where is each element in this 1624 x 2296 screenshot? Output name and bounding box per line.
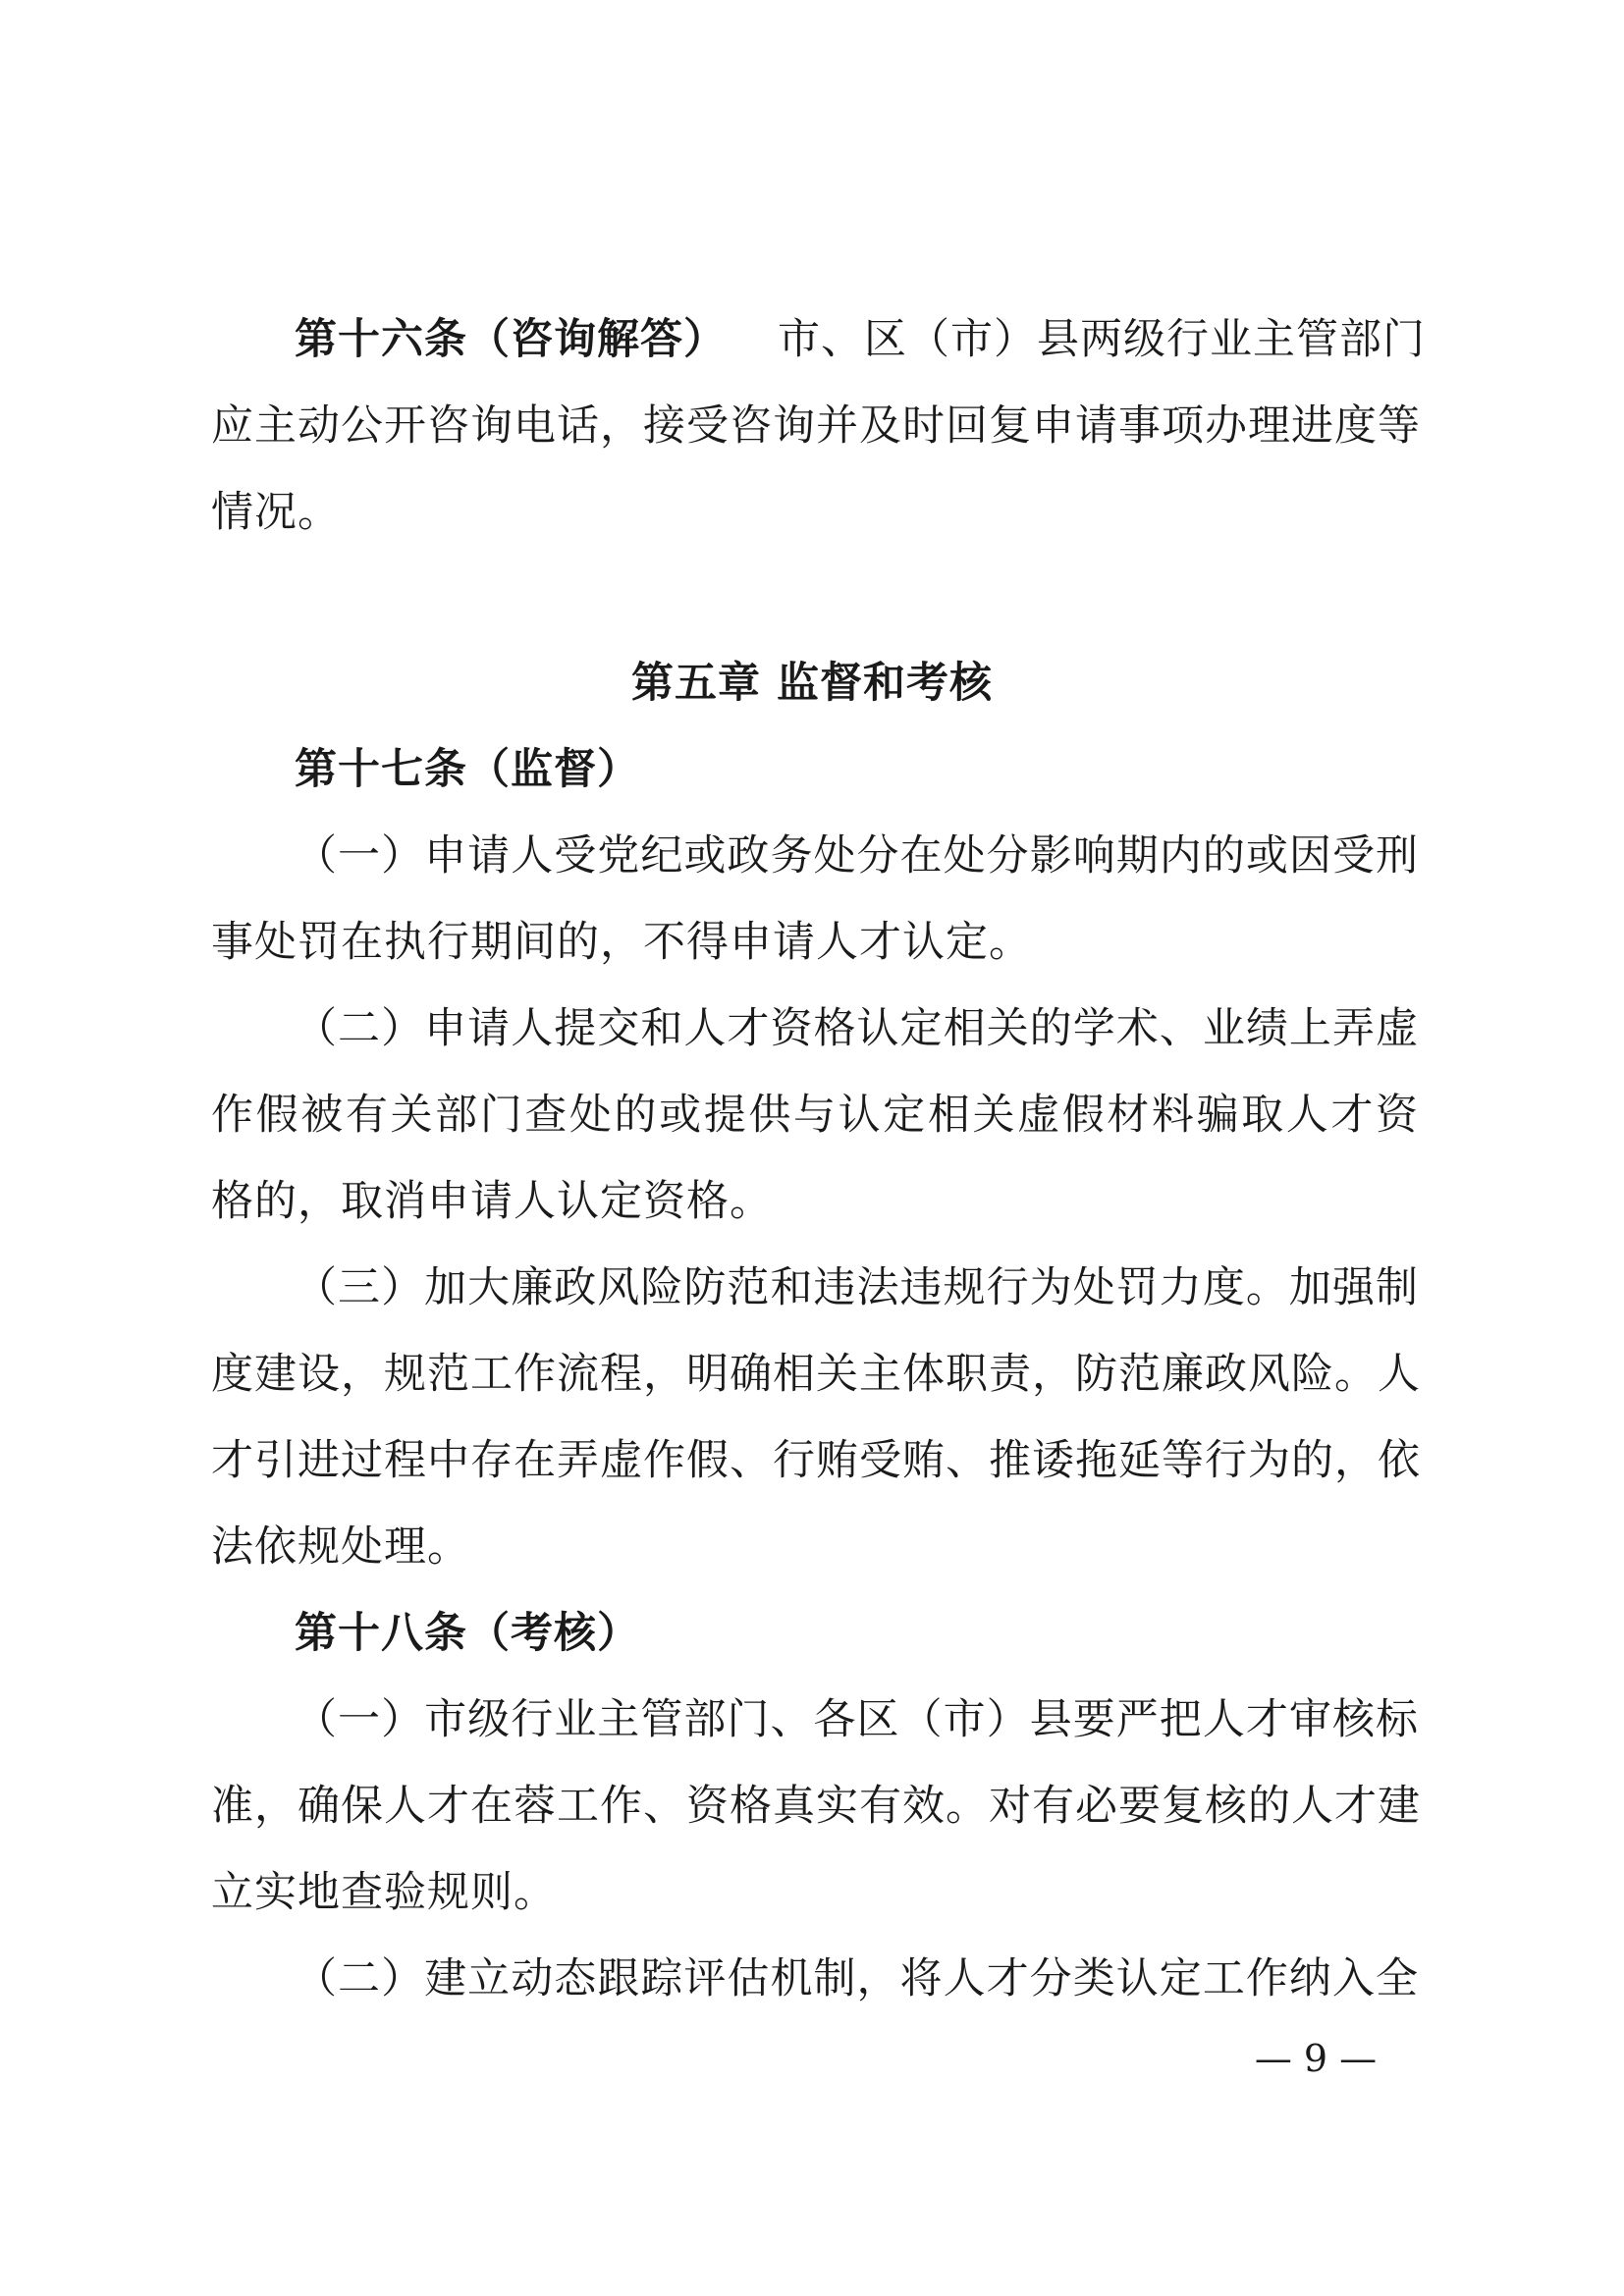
article-18-p1-line-3: 立实地查验规则。: [211, 1868, 557, 1917]
article-16-line-1: [295, 308, 1426, 371]
page-number: — 9 —: [1254, 2037, 1378, 2080]
article-18-p1-line-1: （一）市级行业主管部门、各区（市）县要严把人才审核标: [295, 1695, 1419, 1744]
article-17-p3-line-4: 法依规处理。: [211, 1522, 470, 1572]
article-17-heading: 第十七条（监督）: [295, 745, 640, 794]
article-18-heading: 第十八条（考核）: [295, 1609, 640, 1658]
article-17-p1-line-2: 事处罚在执行期间的，不得申请人才认定。: [211, 918, 1032, 967]
article-18-p1-line-2: 准，确保人才在蓉工作、资格真实有效。对有必要复核的人才建: [211, 1782, 1421, 1831]
article-17-p3-line-1: （三）加大廉政风险防范和违法违规行为处罚力度。加强制: [295, 1263, 1419, 1312]
article-16-line-2: 应主动公开咨询电话，接受咨询并及时回复申请事项办理进度等: [211, 401, 1421, 451]
article-16-heading: 第十六条（咨询解答）: [295, 315, 727, 364]
article-17-p2-line-1: （二）申请人提交和人才资格认定相关的学术、业绩上弄虚: [295, 1004, 1419, 1053]
article-17-p3-line-2: 度建设，规范工作流程，明确相关主体职责，防范廉政风险。人: [211, 1350, 1421, 1399]
article-16-text: 市、区（市）县两级行业主管部门: [778, 315, 1426, 364]
article-17-p2-line-2: 作假被有关部门查处的或提供与认定相关虚假材料骗取人才资: [211, 1091, 1419, 1140]
article-18-p2-line-1: （二）建立动态跟踪评估机制，将人才分类认定工作纳入全: [295, 1954, 1419, 2003]
article-16-line-3: 情况。: [211, 488, 341, 537]
article-17-p3-line-3: 才引进过程中存在弄虚作假、行贿受贿、推诿拖延等行为的，依: [211, 1436, 1421, 1485]
article-17-p2-line-3: 格的，取消申请人认定资格。: [211, 1177, 773, 1226]
article-17-p1-line-1: （一）申请人受党纪或政务处分在处分影响期内的或因受刑: [295, 831, 1419, 881]
chapter-title: 第五章 监督和考核: [631, 659, 993, 708]
